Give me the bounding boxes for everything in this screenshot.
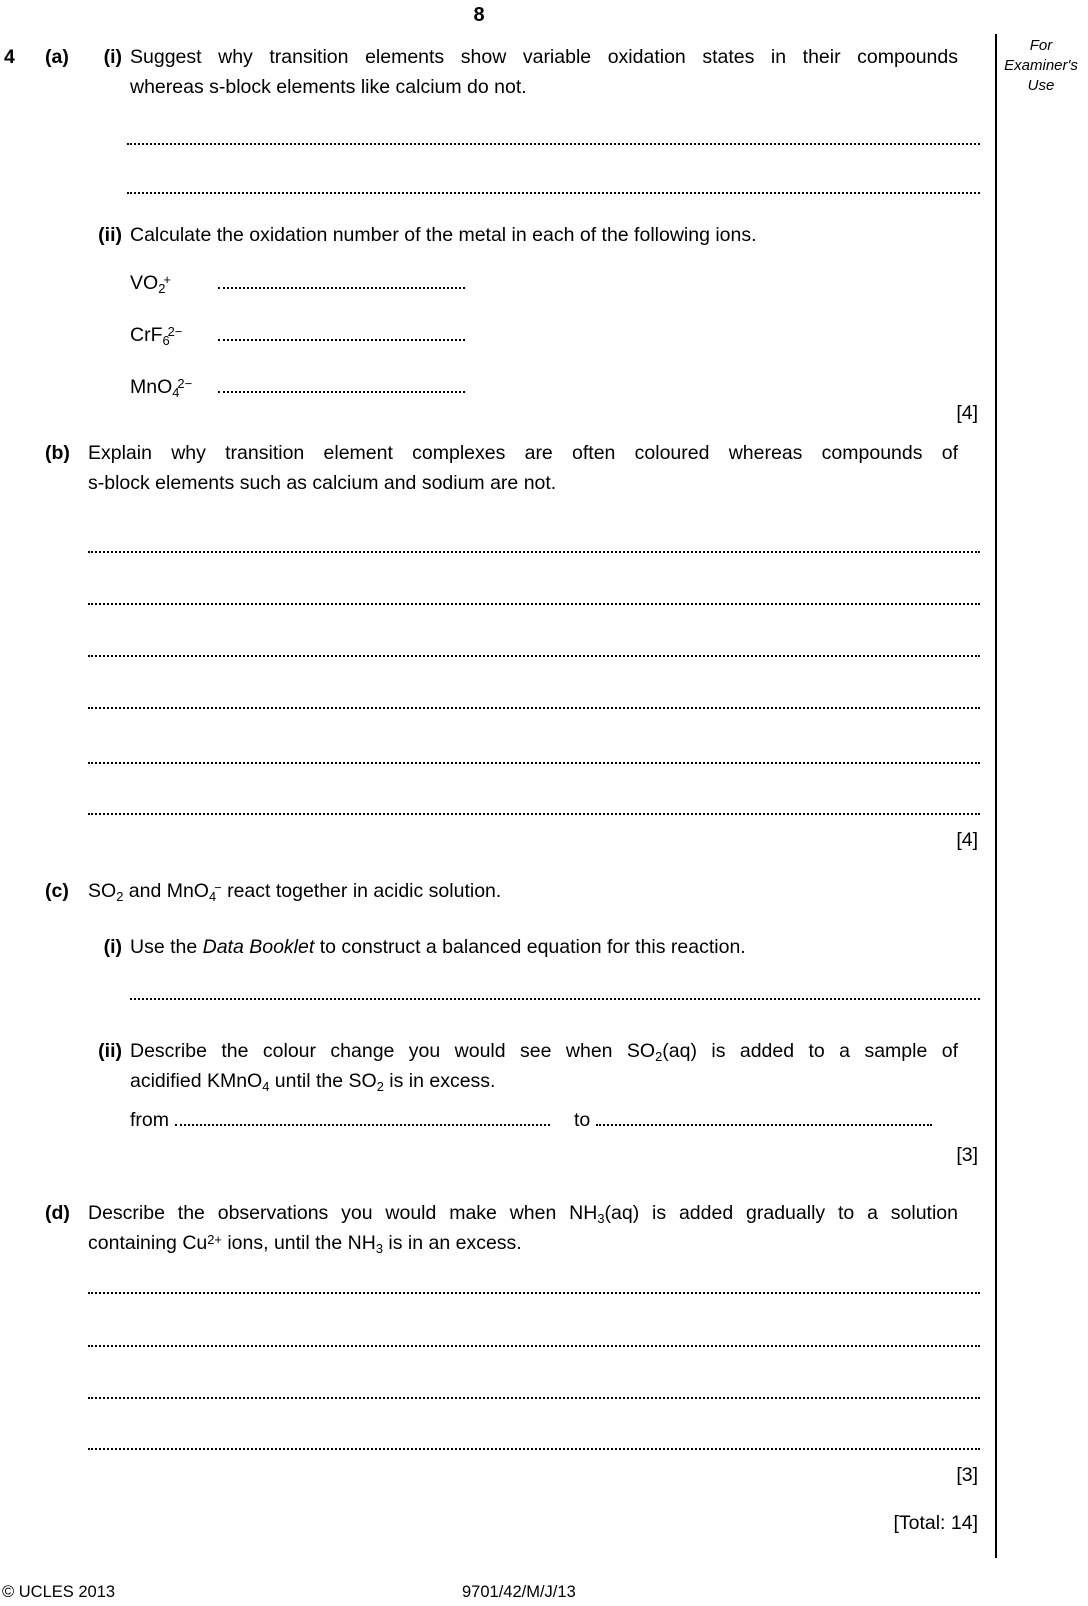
question-text-c-ii-line1: Describe the colour change you would see when $SO_2(aq)$ is added to a sample of bbox=[130, 1040, 958, 1064]
subpart-label-c-i: (i) bbox=[103, 936, 122, 958]
part-label-a: (a) bbox=[45, 46, 69, 68]
question-4b bbox=[0, 438, 958, 498]
question-text-d bbox=[88, 1198, 958, 1258]
ion-answer-line bbox=[218, 283, 465, 289]
question-4c bbox=[0, 876, 958, 906]
mark-c-ii: [3] bbox=[956, 1144, 978, 1166]
question-text-b bbox=[88, 438, 958, 498]
ion-row-vo2 bbox=[0, 268, 958, 298]
answer-line bbox=[88, 750, 980, 764]
answer-line bbox=[127, 131, 980, 145]
answer-line bbox=[127, 180, 980, 194]
question-4c-i bbox=[0, 932, 958, 962]
answer-line bbox=[88, 1385, 980, 1399]
subpart-label-c-ii: (ii) bbox=[98, 1040, 122, 1062]
answer-line bbox=[88, 1280, 980, 1294]
part-label-b: (b) bbox=[45, 442, 70, 464]
ion-formula-crf6: CrF$_6^{2-}$ bbox=[130, 323, 183, 348]
ion-answer-line bbox=[218, 335, 465, 341]
question-text-b-line1: Explain why transition element complexes are often coloured whereas compounds of bbox=[88, 442, 958, 464]
from-to-row bbox=[0, 1105, 958, 1135]
ion-row-crf6 bbox=[0, 320, 958, 350]
question-text-a-i-line2: whereas s-block elements like calcium do not. bbox=[130, 76, 527, 98]
ion-answer-line bbox=[218, 387, 465, 393]
question-text-c-ii-line2: acidified KMnO$_4$ until the $SO_2$ is in excess. bbox=[130, 1070, 496, 1094]
part-label-c: (c) bbox=[45, 880, 69, 902]
footer-copyright: © UCLES 2013 bbox=[2, 1583, 116, 1601]
question-4a-i bbox=[0, 42, 958, 102]
question-text-a-ii: Calculate the oxidation number of the metal in each of the following ions. bbox=[130, 224, 757, 246]
answer-line bbox=[88, 1436, 980, 1450]
examiner-line-1: For bbox=[1029, 37, 1053, 54]
to-label: to bbox=[574, 1109, 591, 1131]
examiner-column-rule bbox=[995, 34, 997, 1558]
answer-line bbox=[88, 539, 980, 553]
answer-line bbox=[88, 643, 980, 657]
question-4d bbox=[0, 1198, 958, 1258]
footer-paper-code: 9701/42/M/J/13 bbox=[462, 1583, 576, 1601]
answer-line bbox=[88, 591, 980, 605]
examiner-line-3: Use bbox=[1027, 77, 1055, 94]
subpart-label-a-i: (i) bbox=[103, 46, 122, 68]
question-4a-ii bbox=[0, 220, 958, 250]
question-text-d-line1: Describe the observations you would make when $NH_3(aq)$ is added gradually to a solution bbox=[88, 1202, 958, 1226]
mark-a-ii: [4] bbox=[956, 402, 978, 424]
question-text-c-ii bbox=[130, 1036, 958, 1096]
answer-line bbox=[88, 695, 980, 709]
question-number: 4 bbox=[4, 46, 15, 68]
ion-formula-vo2: $VO_2^+$ bbox=[130, 271, 171, 296]
total-marks: [Total: 14] bbox=[893, 1512, 978, 1534]
question-text-d-line2: containing $Cu^{2+}$ ions, until the $NH_3$ is in an excess. bbox=[88, 1231, 522, 1256]
from-answer-line bbox=[175, 1120, 550, 1126]
answer-line bbox=[130, 986, 980, 1000]
question-text-a-i-line1: Suggest why transition elements show variable oxidation states in their compounds bbox=[130, 46, 958, 68]
question-text-a-i bbox=[130, 42, 958, 102]
ion-formula-mno4: MnO$_4^{2-}$ bbox=[130, 375, 193, 400]
page-number: 8 bbox=[473, 4, 485, 26]
mark-d: [3] bbox=[956, 1464, 978, 1486]
from-label: from bbox=[130, 1109, 169, 1131]
examiner-line-2: Examiner's bbox=[1004, 57, 1078, 74]
to-answer-line bbox=[596, 1120, 932, 1126]
question-4c-ii bbox=[0, 1036, 958, 1096]
answer-line bbox=[88, 1333, 980, 1347]
question-text-c-i: Use the Data Booklet to construct a balanced equation for this reaction. bbox=[130, 936, 746, 958]
answer-line bbox=[88, 801, 980, 815]
examiner-use-box bbox=[994, 36, 1088, 96]
question-text-c: $SO_2$ and MnO$_4$− react together in acidic solution. bbox=[88, 879, 502, 904]
part-label-d: (d) bbox=[45, 1202, 70, 1224]
mark-b: [4] bbox=[956, 829, 978, 851]
question-text-b-line2: s-block elements such as calcium and sodium are not. bbox=[88, 472, 557, 494]
subpart-label-a-ii: (ii) bbox=[98, 224, 122, 246]
